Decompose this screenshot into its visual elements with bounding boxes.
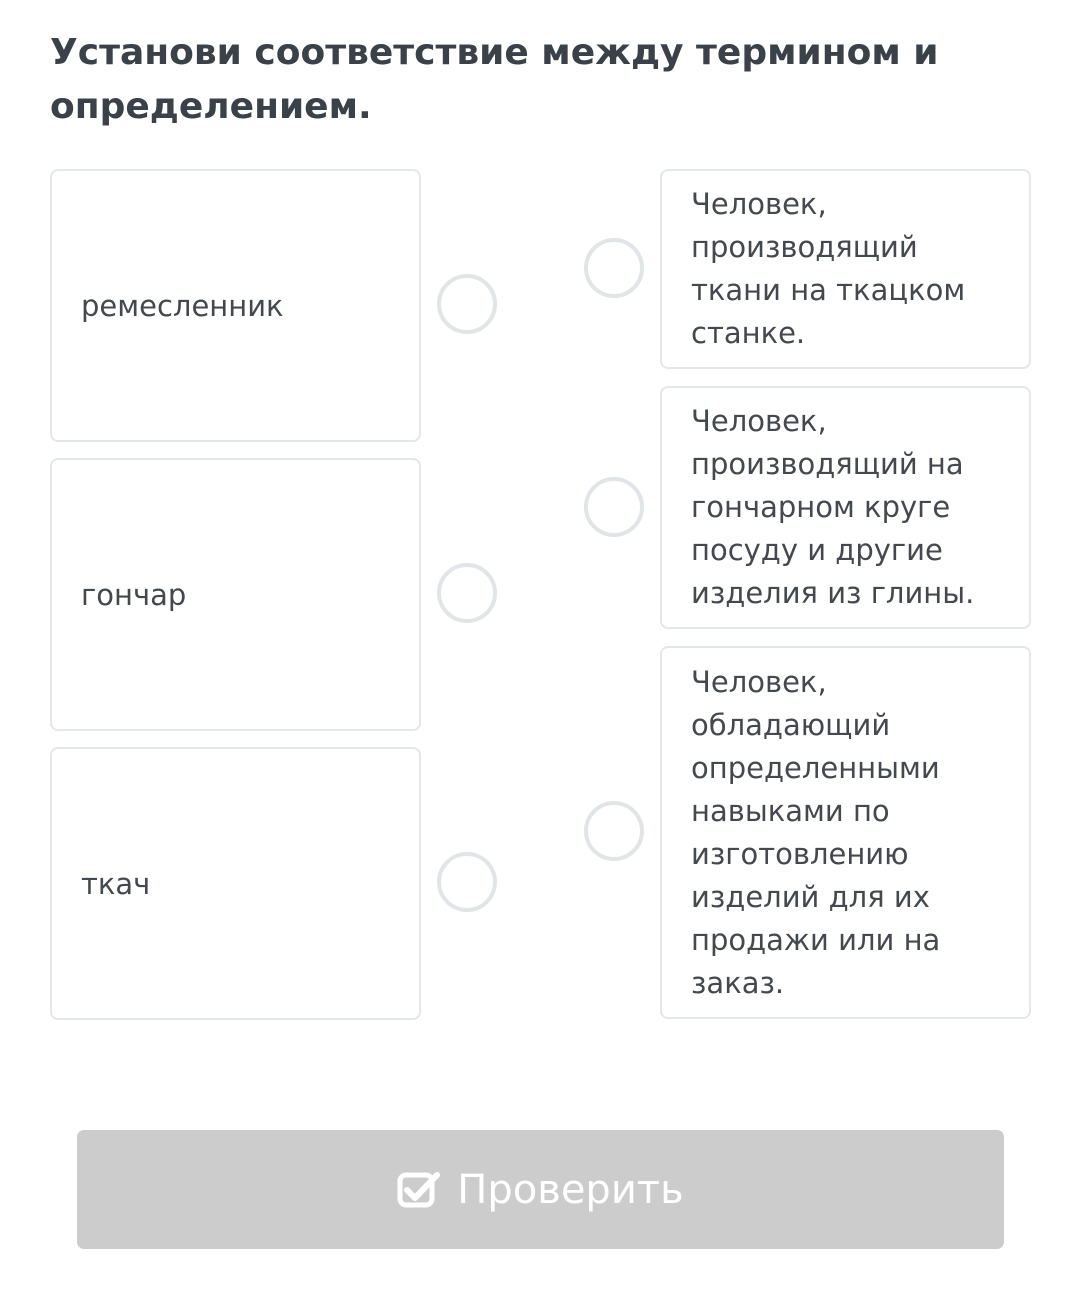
- check-button-label: Проверить: [457, 1166, 684, 1213]
- term-connector-3[interactable]: [437, 852, 497, 912]
- definition-card-3[interactable]: [660, 646, 1031, 1019]
- term-card-1[interactable]: [50, 169, 421, 442]
- check-button[interactable]: [77, 1130, 1004, 1249]
- term-card-2[interactable]: [50, 458, 421, 731]
- term-connector-1[interactable]: [437, 274, 497, 334]
- definition-text: Человек, производящий на гончарном круге посуду и другие изделия из глины.: [691, 404, 975, 610]
- definition-card-2[interactable]: [660, 386, 1031, 629]
- task-title: Установи соответствие между термином и определением.: [50, 32, 939, 127]
- definition-card-1[interactable]: [660, 169, 1031, 369]
- term-label: гончар: [81, 577, 187, 612]
- definition-connector-2[interactable]: [584, 477, 644, 537]
- term-card-3[interactable]: [50, 747, 421, 1020]
- definition-connector-1[interactable]: [584, 238, 644, 298]
- term-label: ремесленник: [81, 288, 284, 323]
- checkbox-check-icon: [397, 1170, 441, 1210]
- term-label: ткач: [81, 866, 151, 901]
- definition-text: Человек, обладающий определенными навыками по изготовлению изделий для их продажи или на заказ.: [691, 664, 941, 1000]
- term-connector-2[interactable]: [437, 563, 497, 623]
- definition-text: Человек, производящий ткани на ткацком станке.: [691, 187, 966, 350]
- definition-connector-3[interactable]: [584, 801, 644, 861]
